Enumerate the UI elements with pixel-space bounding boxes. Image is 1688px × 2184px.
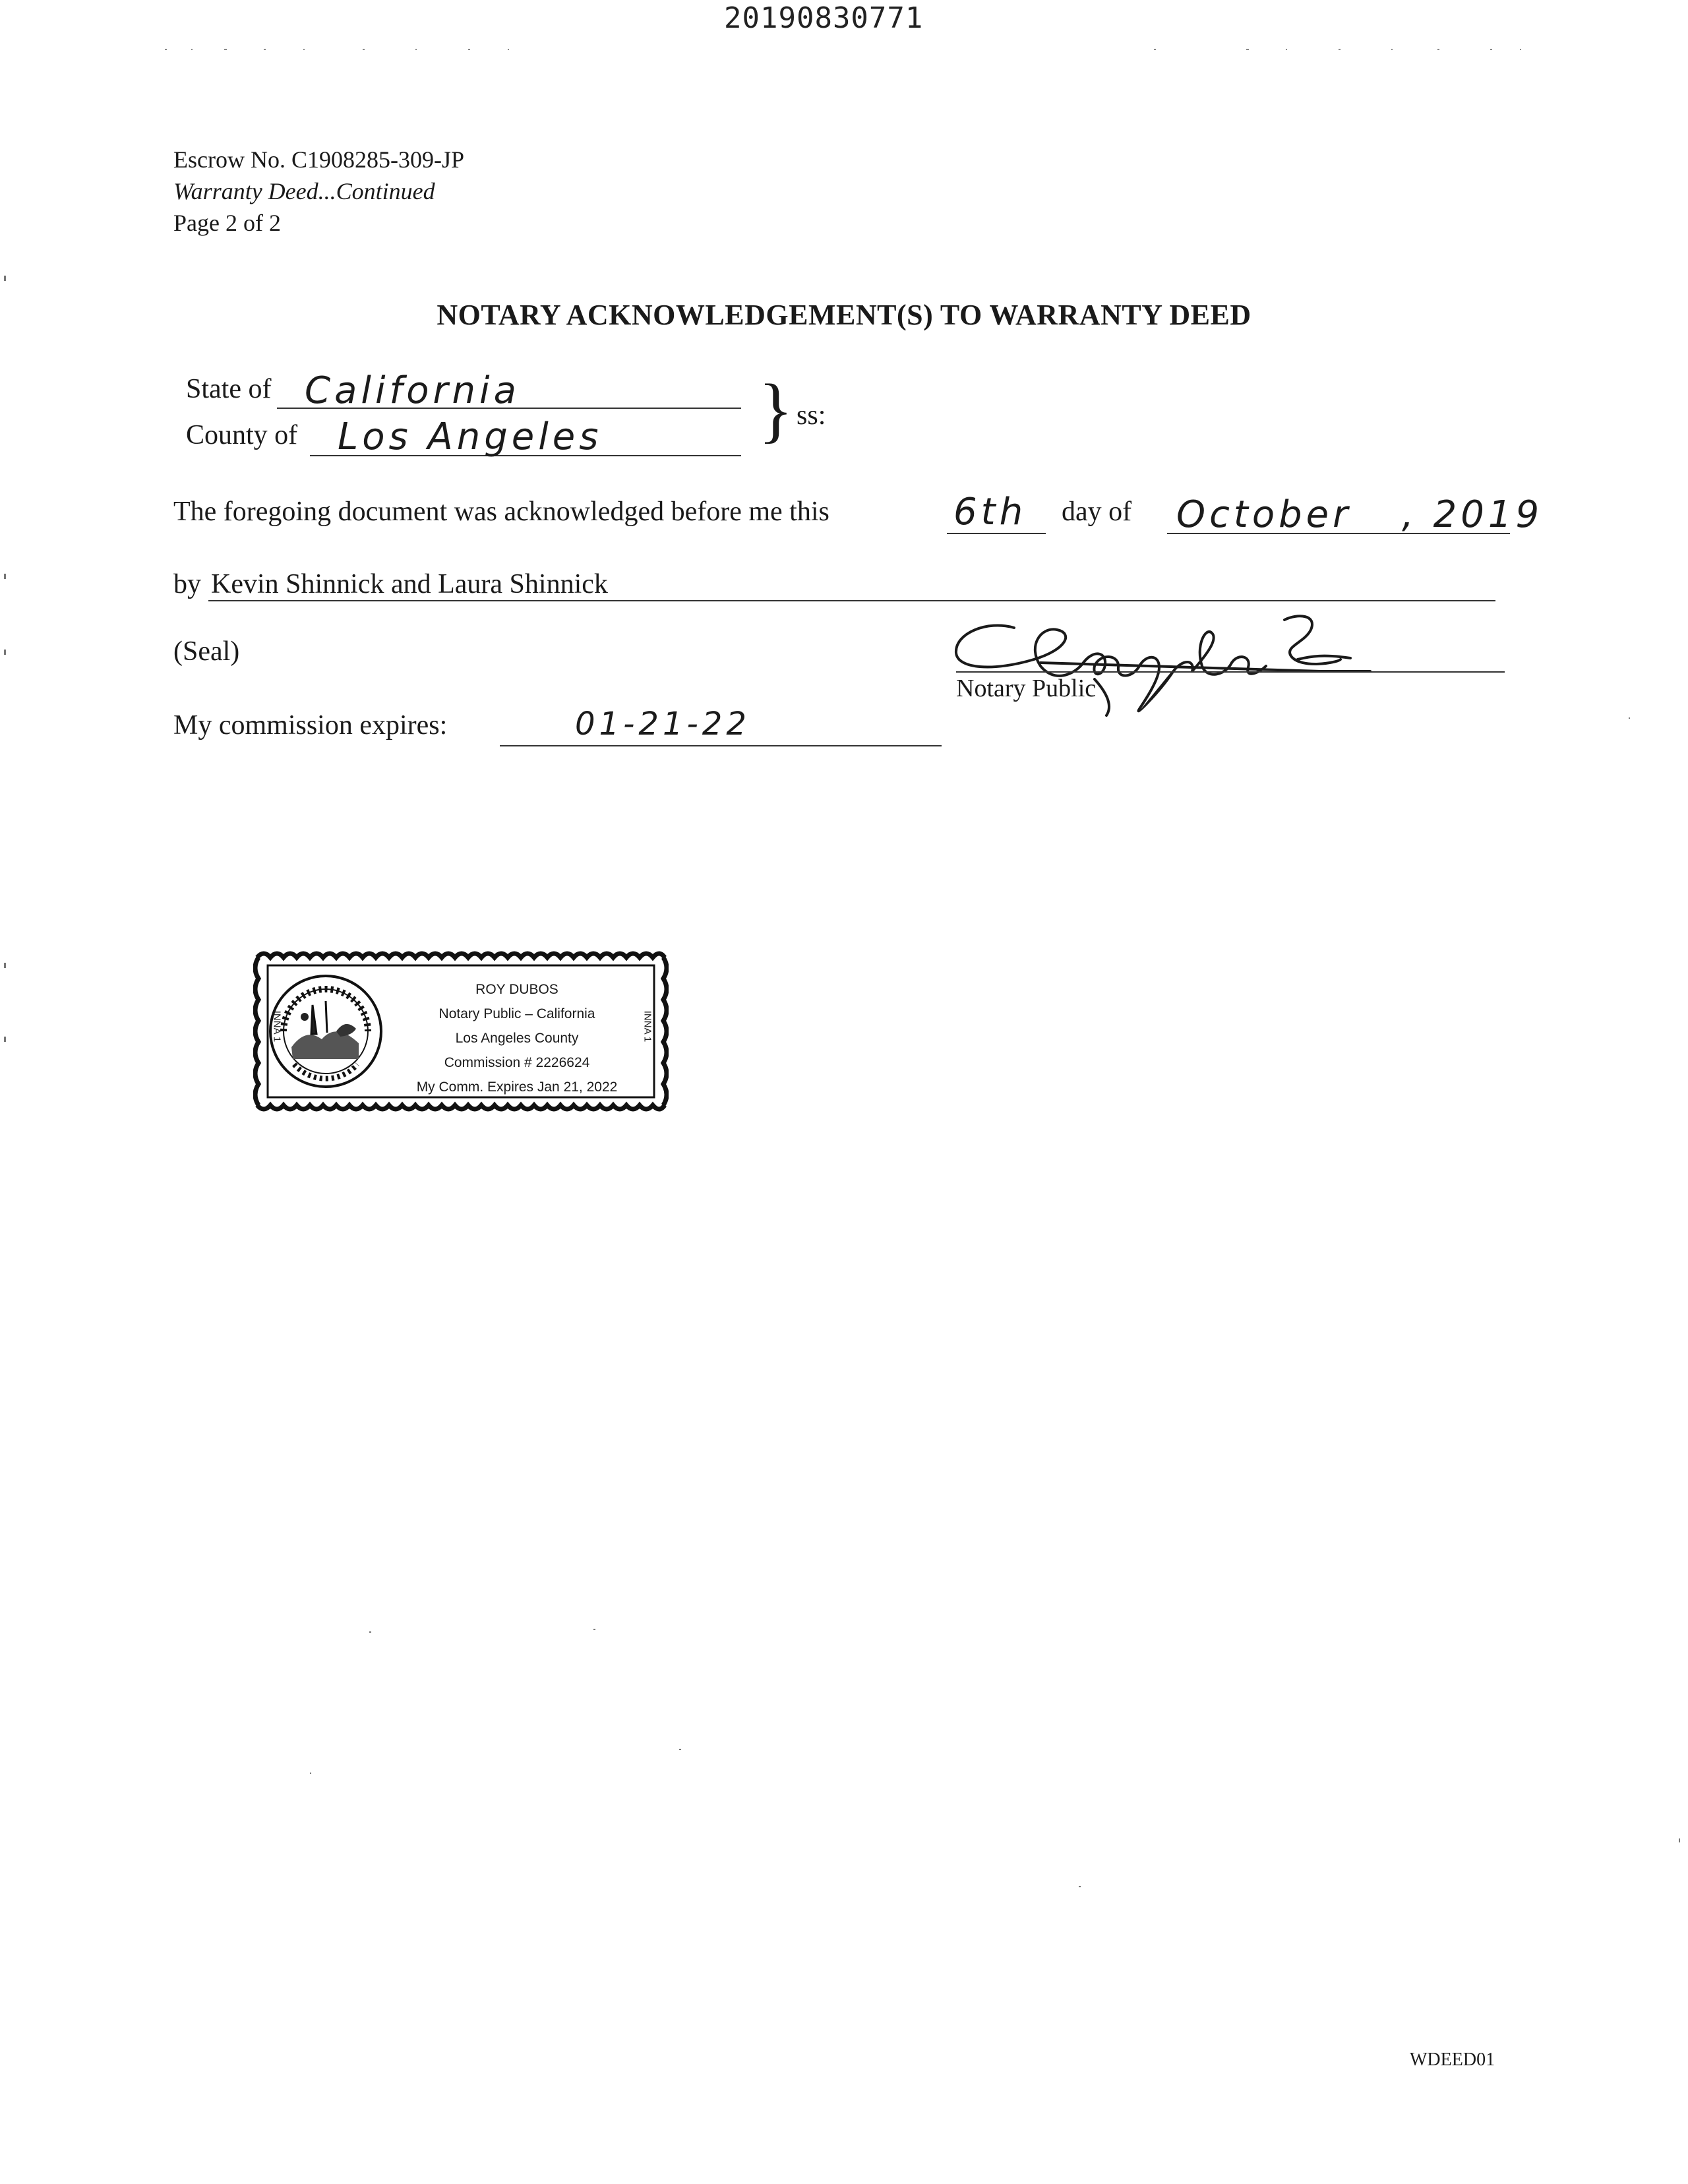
acknowledgement-text: The foregoing document was acknowledged before me this: [173, 497, 829, 527]
stamp-county: Los Angeles County: [455, 1031, 579, 1046]
county-handwritten: Los Angeles: [338, 415, 603, 458]
state-handwritten: California: [305, 369, 520, 412]
escrow-number: Escrow No. C1908285-309-JP: [173, 146, 464, 173]
notary-public-label: Notary Public: [956, 675, 1097, 702]
document-continued: Warranty Deed...Continued: [173, 178, 435, 204]
stamp-notary-name: ROY DUBOS: [475, 982, 558, 997]
acknowledged-names: Kevin Shinnick and Laura Shinnick: [211, 569, 608, 599]
commission-handwritten: 01-21-22: [575, 706, 750, 743]
page-title: NOTARY ACKNOWLEDGEMENT(S) TO WARRANTY DEED: [437, 299, 1251, 331]
by-label: by: [173, 569, 201, 599]
month-handwritten: October: [1176, 493, 1352, 536]
stamp-notary-title: Notary Public – California: [438, 1006, 595, 1021]
stamp-side-left: INNA 1: [271, 1010, 283, 1043]
stamp-side-right: INNA 1: [642, 1010, 653, 1043]
stamp-commission-number: Commission # 2226624: [444, 1055, 590, 1070]
form-code: WDEED01: [1410, 2049, 1495, 2070]
day-of-label: day of: [1062, 497, 1132, 527]
recording-number: 20190830771: [724, 1, 924, 35]
page-number: Page 2 of 2: [173, 210, 281, 236]
brace-symbol: }: [758, 369, 793, 450]
day-handwritten: 6th: [953, 491, 1027, 533]
seal-label: (Seal): [173, 636, 240, 667]
state-label: State of: [186, 374, 272, 404]
ss-label: ss:: [797, 400, 826, 431]
county-label: County of: [186, 420, 298, 450]
commission-label: My commission expires:: [173, 710, 448, 741]
year-handwritten: , 2019: [1402, 493, 1544, 536]
stamp-expiration: My Comm. Expires Jan 21, 2022: [416, 1079, 618, 1095]
